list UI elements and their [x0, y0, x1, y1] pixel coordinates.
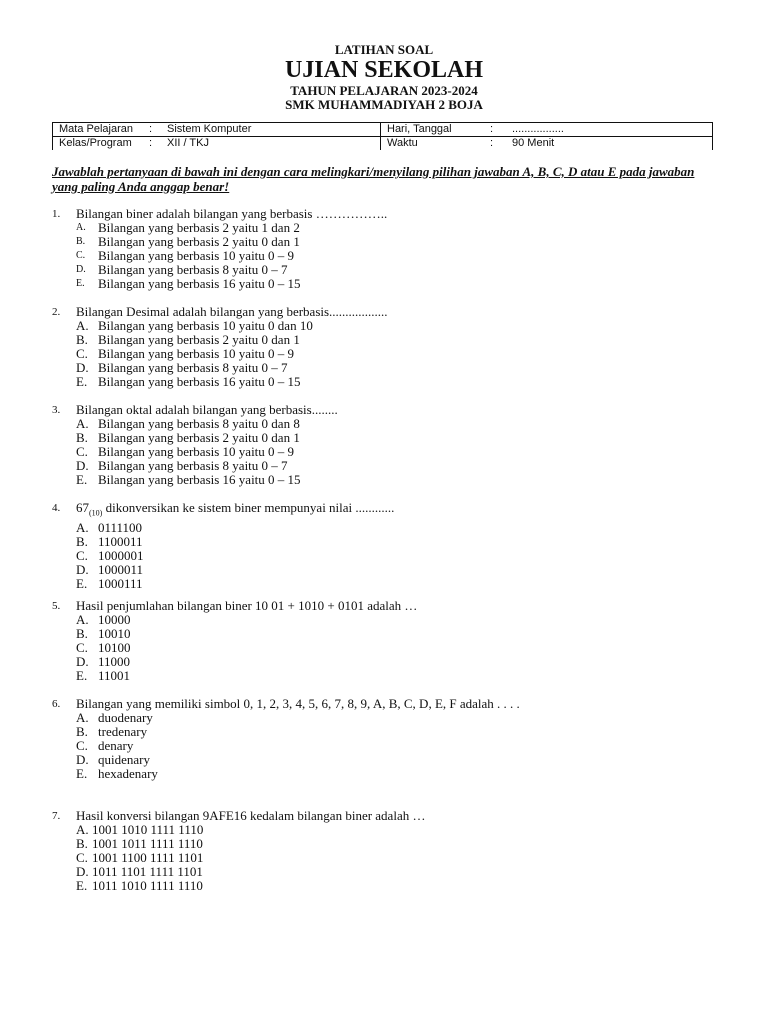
- option-letter: D.: [76, 264, 86, 275]
- option-text: Bilangan yang berbasis 16 yaitu 0 – 15: [98, 472, 301, 487]
- option-letter: B.: [76, 836, 88, 851]
- question-number: 7.: [52, 810, 61, 822]
- option-b[interactable]: [52, 725, 732, 739]
- option-letter: D.: [76, 561, 89, 577]
- option-b[interactable]: [52, 535, 732, 549]
- document-header: [0, 42, 768, 112]
- option-letter: C.: [76, 738, 88, 753]
- option-text: 1001 1100 1111 1101: [92, 850, 204, 865]
- option-b[interactable]: [52, 431, 732, 445]
- option-text: Bilangan yang berbasis 10 yaitu 0 – 9: [98, 346, 295, 361]
- option-letter: A.: [76, 318, 89, 333]
- colon: :: [490, 137, 494, 149]
- question-number: 4.: [52, 502, 61, 514]
- option-text: Bilangan yang berbasis 8 yaitu 0 – 7: [98, 360, 288, 375]
- option-e[interactable]: [52, 669, 732, 683]
- question-number: 6.: [52, 698, 61, 710]
- question-text: Bilangan biner adalah bilangan yang berbasis ……………..: [76, 206, 388, 221]
- question-text: Bilangan yang memiliki simbol 0, 1, 2, 3, 4, 5, 6, 7, 8, 9, A, B, C, D, E, F adalah . . . .: [76, 696, 520, 711]
- question-1: [52, 207, 732, 291]
- option-e[interactable]: [52, 375, 732, 389]
- option-text: Bilangan yang berbasis 2 yaitu 1 dan 2: [98, 220, 300, 235]
- option-letter: C.: [76, 444, 88, 459]
- question-number: 3.: [52, 404, 61, 416]
- option-c[interactable]: [52, 641, 732, 655]
- question-3: [52, 403, 732, 487]
- exam-info-table: [52, 122, 713, 150]
- option-letter: C.: [76, 547, 88, 563]
- option-text: 1100011: [98, 533, 143, 549]
- option-letter: A.: [76, 222, 86, 233]
- number-value: 67: [76, 500, 89, 515]
- option-c[interactable]: [52, 249, 732, 263]
- option-letter: C.: [76, 250, 86, 261]
- option-letter: E.: [76, 766, 88, 781]
- option-d[interactable]: [52, 361, 732, 375]
- option-text: 1000001: [98, 547, 144, 563]
- date-cell: [381, 123, 713, 137]
- option-b[interactable]: [52, 837, 732, 851]
- option-e[interactable]: [52, 473, 732, 487]
- option-text: duodenary: [98, 710, 153, 725]
- option-letter: E.: [76, 472, 88, 487]
- option-b[interactable]: [52, 627, 732, 641]
- base-subscript: (10): [89, 508, 103, 518]
- option-a[interactable]: [52, 823, 732, 837]
- option-letter: C.: [76, 850, 88, 865]
- option-letter: B.: [76, 533, 88, 549]
- question-text-rest: dikonversikan ke sistem biner mempunyai nilai ............: [102, 500, 395, 515]
- option-a[interactable]: [52, 221, 732, 235]
- option-text: 1001 1011 1111 1110: [92, 836, 203, 851]
- option-text: Bilangan yang berbasis 2 yaitu 0 dan 1: [98, 234, 300, 249]
- option-text: 10000: [98, 612, 131, 627]
- option-text: Bilangan yang berbasis 2 yaitu 0 dan 1: [98, 430, 300, 445]
- option-a[interactable]: [52, 521, 732, 535]
- class-cell: [53, 137, 381, 151]
- school-name: SMK MUHAMMADIYAH 2 BOJA: [285, 97, 483, 112]
- question-text: Bilangan Desimal adalah bilangan yang berbasis..................: [76, 304, 388, 319]
- option-a[interactable]: [52, 613, 732, 627]
- option-c[interactable]: [52, 739, 732, 753]
- option-text: 1011 1101 1111 1101: [92, 864, 203, 879]
- option-letter: D.: [76, 752, 89, 767]
- option-letter: D.: [76, 360, 89, 375]
- option-text: 11001: [98, 668, 131, 683]
- option-a[interactable]: [52, 319, 732, 333]
- option-text: Bilangan yang berbasis 10 yaitu 0 dan 10: [98, 318, 313, 333]
- option-e[interactable]: [52, 577, 732, 591]
- option-b[interactable]: [52, 235, 732, 249]
- option-text: 11000: [98, 654, 131, 669]
- colon: :: [490, 123, 494, 135]
- option-d[interactable]: [52, 563, 732, 577]
- option-text: Bilangan yang berbasis 8 yaitu 0 – 7: [98, 458, 288, 473]
- question-number: 1.: [52, 208, 61, 220]
- option-text: Bilangan yang berbasis 16 yaitu 0 – 15: [98, 276, 301, 291]
- option-text: 10010: [98, 626, 131, 641]
- option-text: 1000111: [98, 575, 143, 591]
- question-4: [52, 501, 732, 591]
- option-text: 1001 1010 1111 1110: [92, 822, 204, 837]
- option-letter: E.: [76, 668, 88, 683]
- option-d[interactable]: [52, 655, 732, 669]
- date-label: Hari, Tanggal: [387, 123, 452, 135]
- option-letter: E.: [76, 575, 88, 591]
- option-text: 1000011: [98, 561, 144, 577]
- option-d[interactable]: [52, 459, 732, 473]
- option-text: Bilangan yang berbasis 16 yaitu 0 – 15: [98, 374, 301, 389]
- question-text: [76, 501, 732, 521]
- subject-value: Sistem Komputer: [167, 123, 252, 135]
- option-d[interactable]: [52, 263, 732, 277]
- option-letter: A.: [76, 416, 89, 431]
- option-letter: B.: [76, 626, 88, 641]
- option-c[interactable]: [52, 549, 732, 563]
- instructions: Jawablah pertanyaan di bawah ini dengan cara melingkari/menyilang pilihan jawaban A, B, C, D atau E pada jawaban yang paling Anda anggap benar!: [52, 164, 695, 194]
- option-a[interactable]: [52, 711, 732, 725]
- option-letter: D.: [76, 654, 89, 669]
- option-letter: B.: [76, 724, 88, 739]
- option-a[interactable]: [52, 417, 732, 431]
- option-e[interactable]: [52, 277, 732, 291]
- option-text: hexadenary: [98, 766, 158, 781]
- question-text: Hasil konversi bilangan 9AFE16 kedalam bilangan biner adalah …: [76, 808, 426, 823]
- option-letter: E.: [76, 374, 88, 389]
- question-number: 5.: [52, 600, 61, 612]
- exam-title: UJIAN SEKOLAH: [284, 57, 484, 83]
- option-text: 1011 1010 1111 1110: [92, 878, 203, 893]
- option-letter: A.: [76, 822, 89, 837]
- option-d[interactable]: [52, 865, 732, 879]
- option-text: Bilangan yang berbasis 8 yaitu 0 – 7: [98, 262, 288, 277]
- option-letter: E.: [76, 878, 88, 893]
- question-text: Bilangan oktal adalah bilangan yang berbasis........: [76, 402, 338, 417]
- option-text: tredenary: [98, 724, 148, 739]
- option-letter: C.: [76, 640, 88, 655]
- option-letter: B.: [76, 332, 88, 347]
- time-cell: [381, 137, 713, 151]
- option-letter: A.: [76, 519, 89, 535]
- option-letter: A.: [76, 612, 89, 627]
- question-7: [52, 809, 732, 893]
- time-label: Waktu: [387, 137, 418, 149]
- option-letter: C.: [76, 346, 88, 361]
- option-letter: B.: [76, 430, 88, 445]
- question-2: [52, 305, 732, 389]
- option-text: denary: [98, 738, 134, 753]
- option-letter: B.: [76, 236, 86, 247]
- question-text: Hasil penjumlahan bilangan biner 10 01 + 1010 + 0101 adalah …: [76, 598, 418, 613]
- option-c[interactable]: [52, 851, 732, 865]
- subject-cell: [53, 123, 381, 137]
- colon: :: [149, 123, 153, 135]
- option-b[interactable]: [52, 333, 732, 347]
- option-letter: D.: [76, 458, 89, 473]
- academic-year: TAHUN PELAJARAN 2023-2024: [290, 83, 478, 98]
- question-6: [52, 697, 732, 781]
- colon: :: [149, 137, 153, 149]
- option-c[interactable]: [52, 347, 732, 361]
- option-letter: D.: [76, 864, 89, 879]
- option-letter: A.: [76, 710, 89, 725]
- option-letter: E.: [76, 278, 85, 289]
- option-text: Bilangan yang berbasis 2 yaitu 0 dan 1: [98, 332, 300, 347]
- option-e[interactable]: [52, 767, 732, 781]
- option-text: quidenary: [98, 752, 150, 767]
- option-text: 10100: [98, 640, 131, 655]
- question-number: 2.: [52, 306, 61, 318]
- option-text: Bilangan yang berbasis 8 yaitu 0 dan 8: [98, 416, 300, 431]
- option-d[interactable]: [52, 753, 732, 767]
- option-text: Bilangan yang berbasis 10 yaitu 0 – 9: [98, 444, 295, 459]
- option-text: Bilangan yang berbasis 10 yaitu 0 – 9: [98, 248, 295, 263]
- class-value: XII / TKJ: [167, 137, 209, 149]
- option-e[interactable]: [52, 879, 732, 893]
- time-value: 90 Menit: [512, 137, 555, 149]
- header-label: LATIHAN SOAL: [334, 42, 434, 57]
- question-5: [52, 599, 732, 683]
- class-label: Kelas/Program: [59, 137, 132, 149]
- option-text: 0111100: [98, 519, 143, 535]
- subject-label: Mata Pelajaran: [59, 123, 133, 135]
- date-value: .................: [512, 123, 564, 135]
- option-c[interactable]: [52, 445, 732, 459]
